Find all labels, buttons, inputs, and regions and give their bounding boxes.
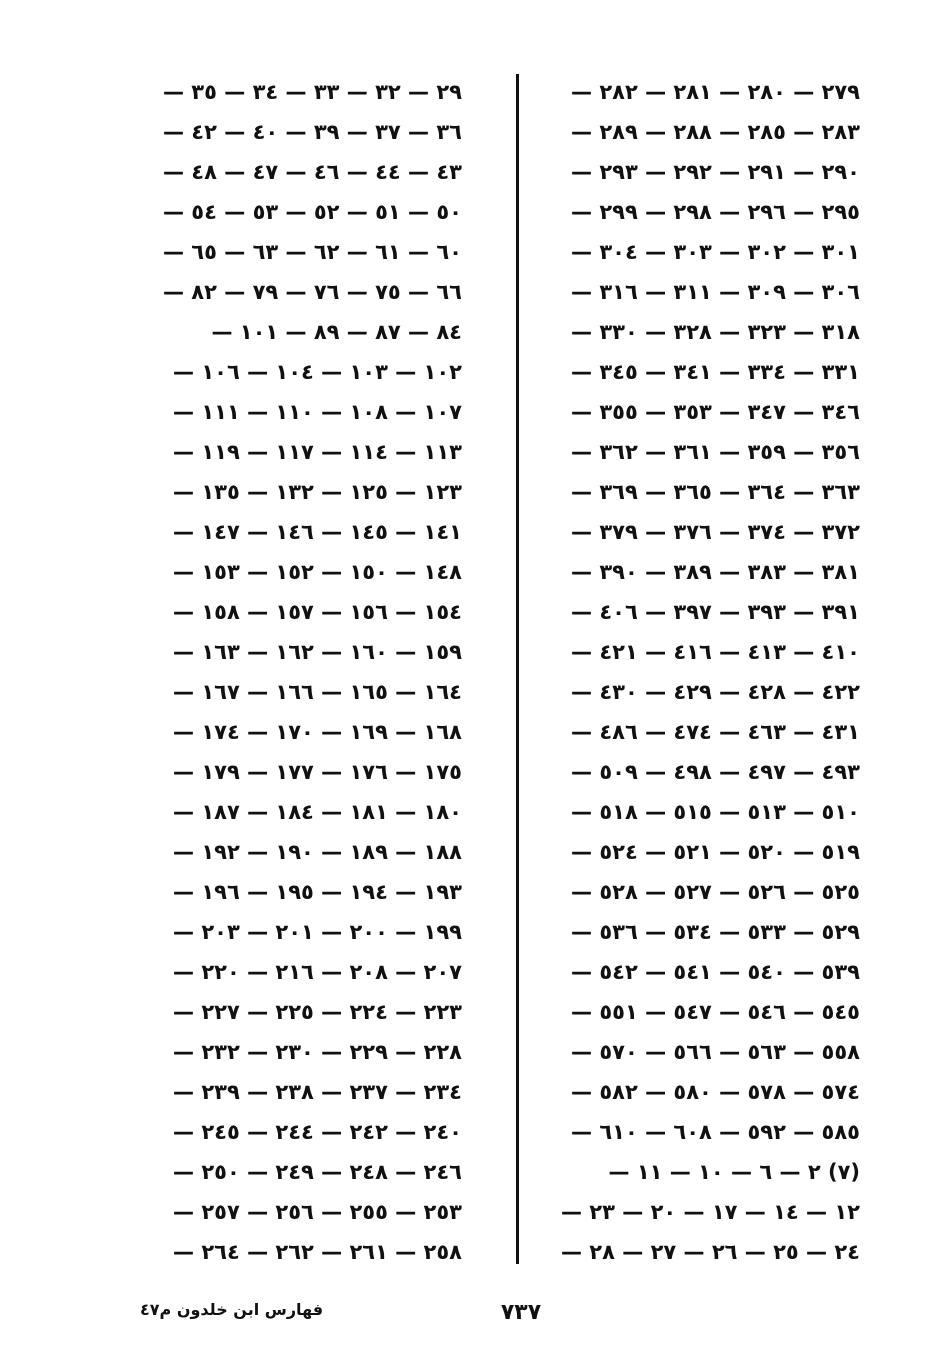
index-line: ٤١٠ — ٤١٣ — ٤١٦ — ٤٢١ —	[571, 640, 860, 664]
index-line: ٢٩٠ — ٢٩١ — ٢٩٢ — ٢٩٣ —	[571, 160, 860, 184]
index-line: ٨٤ — ٨٧ — ٨٩ — ١٠١ —	[211, 320, 462, 344]
index-line: ٥٤٥ — ٥٤٦ — ٥٤٧ — ٥٥١ —	[571, 1000, 860, 1024]
index-line: ٣٠٦ — ٣٠٩ — ٣١١ — ٣١٦ —	[571, 280, 860, 304]
index-line: ١٤٨ — ١٥٠ — ١٥٢ — ١٥٣ —	[173, 560, 462, 584]
index-line: ٥٣٩ — ٥٤٠ — ٥٤١ — ٥٤٢ —	[571, 960, 860, 984]
index-line: ٢٤٦ — ٢٤٨ — ٢٤٩ — ٢٥٠ —	[173, 1160, 462, 1184]
index-line: ١٤١ — ١٤٥ — ١٤٦ — ١٤٧ —	[173, 520, 462, 544]
index-line: ٢٢٨ — ٢٢٩ — ٢٣٠ — ٢٣٢ —	[173, 1040, 462, 1064]
index-line: ١٥٤ — ١٥٦ — ١٥٧ — ١٥٨ —	[173, 600, 462, 624]
index-line: ٢٤٠ — ٢٤٢ — ٢٤٤ — ٢٤٥ —	[173, 1120, 462, 1144]
index-line: ١١٣ — ١١٤ — ١١٧ — ١١٩ —	[173, 440, 462, 464]
index-line: ٥٢٥ — ٥٢٦ — ٥٢٧ — ٥٢٨ —	[571, 880, 860, 904]
index-line: ٣٩١ — ٣٩٣ — ٣٩٧ — ٤٠٦ —	[571, 600, 860, 624]
index-line: ٢٤ — ٢٥ — ٢٦ — ٢٧ — ٢٨ —	[560, 1240, 860, 1264]
index-line: ٦٠ — ٦١ — ٦٢ — ٦٣ — ٦٥ —	[162, 240, 462, 264]
index-line: ٣٣١ — ٣٣٤ — ٣٤١ — ٣٤٥ —	[571, 360, 860, 384]
index-line: ١٨٠ — ١٨١ — ١٨٤ — ١٨٧ —	[173, 800, 462, 824]
index-line: ١٢٣ — ١٢٥ — ١٣٢ — ١٣٥ —	[173, 480, 462, 504]
running-footer-title: فهارس ابن خلدون م٤٧	[140, 1300, 324, 1319]
index-line: ٤٣١ — ٤٦٣ — ٤٧٤ — ٤٨٦ —	[571, 720, 860, 744]
index-column-right	[548, 72, 860, 1272]
index-line: ٥٠ — ٥١ — ٥٢ — ٥٣ — ٥٤ —	[162, 200, 462, 224]
index-line: ٢٨٣ — ٢٨٥ — ٢٨٨ — ٢٨٩ —	[571, 120, 860, 144]
index-line: ٣٧٢ — ٣٧٤ — ٣٧٦ — ٣٧٩ —	[571, 520, 860, 544]
page-number: ٧٣٧	[500, 1300, 542, 1325]
index-line: ١٩٩ — ٢٠٠ — ٢٠١ — ٢٠٣ —	[173, 920, 462, 944]
index-line: ٢٩٥ — ٢٩٦ — ٢٩٨ — ٢٩٩ —	[571, 200, 860, 224]
index-line: ٥١٩ — ٥٢٠ — ٥٢١ — ٥٢٤ —	[571, 840, 860, 864]
index-line: ٣٦٣ — ٣٦٤ — ٣٦٥ — ٣٦٩ —	[571, 480, 860, 504]
index-line: ٣٤٦ — ٣٤٧ — ٣٥٣ — ٣٥٥ —	[571, 400, 860, 424]
index-line: ٥٥٨ — ٥٦٣ — ٥٦٦ — ٥٧٠ —	[571, 1040, 860, 1064]
index-line: ٥٧٤ — ٥٧٨ — ٥٨٠ — ٥٨٢ —	[571, 1080, 860, 1104]
index-line: ٥١٠ — ٥١٣ — ٥١٥ — ٥١٨ —	[571, 800, 860, 824]
index-line: ١٢ — ١٤ — ١٧ — ٢٠ — ٢٣ —	[560, 1200, 860, 1224]
index-line: (٧) ٢ — ٦ — ١٠ — ١١ —	[608, 1160, 860, 1184]
index-line: ١٠٢ — ١٠٣ — ١٠٤ — ١٠٦ —	[173, 360, 462, 384]
index-line: ٥٨٥ — ٥٩٢ — ٦٠٨ — ٦١٠ —	[571, 1120, 860, 1144]
index-line: ٢٣٤ — ٢٣٧ — ٢٣٨ — ٢٣٩ —	[173, 1080, 462, 1104]
index-line: ٤٩٣ — ٤٩٧ — ٤٩٨ — ٥٠٩ —	[571, 760, 860, 784]
index-line: ١٦٨ — ١٦٩ — ١٧٠ — ١٧٤ —	[173, 720, 462, 744]
index-line: ٢٥٣ — ٢٥٥ — ٢٥٦ — ٢٥٧ —	[173, 1200, 462, 1224]
index-column-left	[150, 72, 462, 1272]
index-line: ١٥٩ — ١٦٠ — ١٦٢ — ١٦٣ —	[173, 640, 462, 664]
index-line: ٦٦ — ٧٥ — ٧٦ — ٧٩ — ٨٢ —	[162, 280, 462, 304]
index-line: ١٧٥ — ١٧٦ — ١٧٧ — ١٧٩ —	[173, 760, 462, 784]
index-line: ٣٥٦ — ٣٥٩ — ٣٦١ — ٣٦٢ —	[571, 440, 860, 464]
index-line: ٢٩ — ٣٢ — ٣٣ — ٣٤ — ٣٥ —	[162, 80, 462, 104]
index-line: ١٦٤ — ١٦٥ — ١٦٦ — ١٦٧ —	[173, 680, 462, 704]
column-divider	[516, 74, 519, 1264]
index-line: ٣٠١ — ٣٠٢ — ٣٠٣ — ٣٠٤ —	[571, 240, 860, 264]
index-line: ٢٠٧ — ٢٠٨ — ٢١٦ — ٢٢٠ —	[173, 960, 462, 984]
index-line: ٣١٨ — ٣٢٣ — ٣٢٨ — ٣٣٠ —	[571, 320, 860, 344]
index-line: ٢٢٣ — ٢٢٤ — ٢٢٥ — ٢٢٧ —	[173, 1000, 462, 1024]
index-line: ١٩٣ — ١٩٤ — ١٩٥ — ١٩٦ —	[173, 880, 462, 904]
index-line: ٤٣ — ٤٤ — ٤٦ — ٤٧ — ٤٨ —	[162, 160, 462, 184]
index-line: ١٠٧ — ١٠٨ — ١١٠ — ١١١ —	[173, 400, 462, 424]
index-line: ٣٨١ — ٣٨٣ — ٣٨٩ — ٣٩٠ —	[571, 560, 860, 584]
index-line: ١٨٨ — ١٨٩ — ١٩٠ — ١٩٢ —	[173, 840, 462, 864]
index-line: ٤٢٢ — ٤٢٨ — ٤٢٩ — ٤٣٠ —	[571, 680, 860, 704]
index-line: ٣٦ — ٣٧ — ٣٩ — ٤٠ — ٤٢ —	[162, 120, 462, 144]
index-line: ٥٢٩ — ٥٣٣ — ٥٣٤ — ٥٣٦ —	[571, 920, 860, 944]
index-line: ٢٧٩ — ٢٨٠ — ٢٨١ — ٢٨٢ —	[571, 80, 860, 104]
index-line: ٢٥٨ — ٢٦١ — ٢٦٢ — ٢٦٤ —	[173, 1240, 462, 1264]
